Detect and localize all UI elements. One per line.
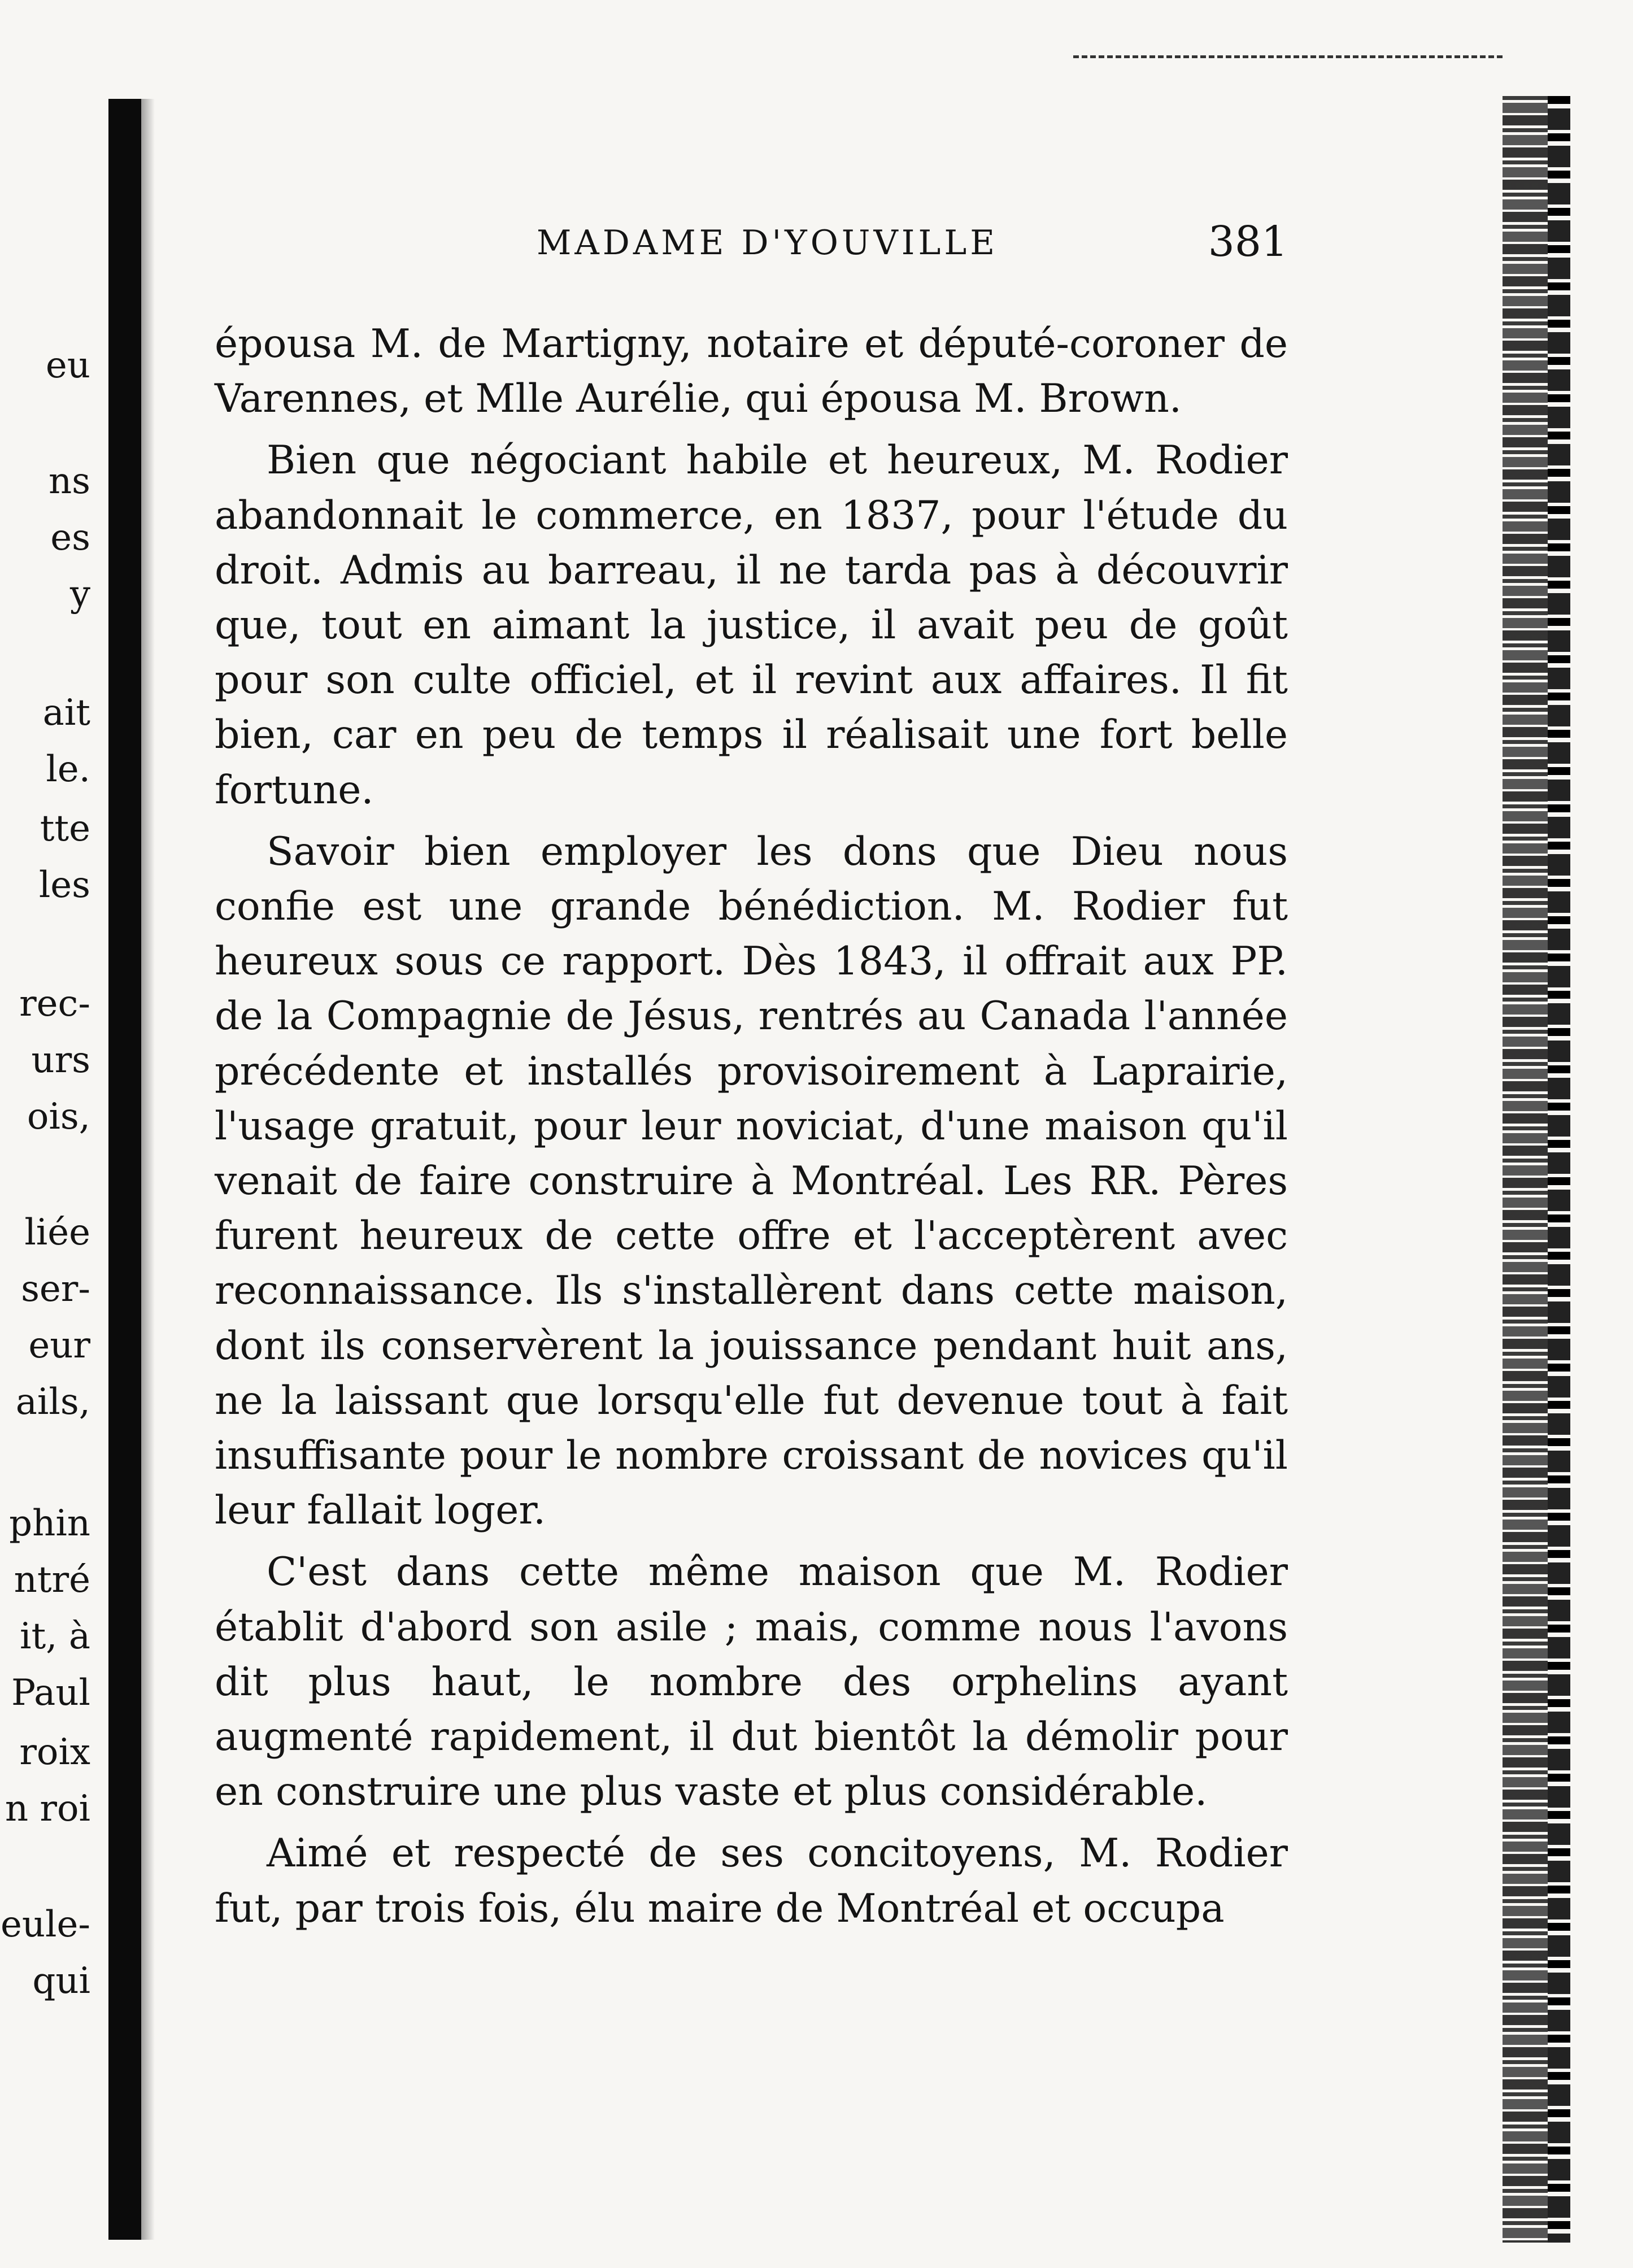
fragment-line: phin bbox=[9, 1503, 90, 1544]
fragment-line: urs bbox=[31, 1039, 90, 1081]
page-edge-noise-dark bbox=[1548, 96, 1570, 2243]
scan-edge-mark bbox=[1073, 55, 1503, 58]
fragment-line: n roi bbox=[5, 1788, 90, 1830]
binding-shadow bbox=[141, 99, 155, 2240]
fragment-line: ns bbox=[48, 460, 90, 502]
fragment-line: tte bbox=[40, 808, 90, 850]
fragment-line: le. bbox=[46, 748, 90, 790]
page-number: 381 bbox=[1208, 217, 1288, 266]
fragment-line: ser- bbox=[21, 1268, 90, 1310]
fragment-line: es bbox=[50, 517, 90, 559]
fragment-line: liée bbox=[24, 1212, 90, 1253]
paragraph-continuation: épousa M. de Martigny, notaire et député-coroner de Varennes, et Mlle Aurélie, qui épousa M. Brown. bbox=[215, 321, 1288, 422]
fragment-line: it, à bbox=[19, 1616, 90, 1657]
fragment-line: les bbox=[38, 864, 90, 906]
fragment-line: roix bbox=[19, 1731, 90, 1773]
paragraph: C'est dans cette même maison que M. Rodier établit d'abord son asile ; mais, comme nous l'avons dit plus haut, le nombre des orphelins ayant augmenté rapidement, il dut bientôt la démolir pour en construire une plus vaste et plus considérable. bbox=[215, 1549, 1288, 1815]
fragment-line: Paul bbox=[11, 1672, 90, 1714]
fragment-line: eule- bbox=[0, 1904, 90, 1945]
fragment-line: ails, bbox=[15, 1381, 90, 1423]
paragraph: Bien que négociant habile et heureux, M. Rodier abandonnait le commerce, en 1837, pour l'étude du droit. Admis au barreau, il ne tarda pas à découvrir que, tout en aimant la justice, il avait peu de goût pour son culte officiel, et il revint aux affaires. Il fit bien, car en peu de temps il réalisait une fort belle fortune. bbox=[215, 437, 1288, 813]
running-header bbox=[215, 217, 1288, 280]
running-title: MADAME D'YOUVILLE bbox=[537, 223, 998, 263]
fragment-line: y bbox=[69, 573, 90, 615]
fragment-line: ait bbox=[42, 692, 90, 734]
paragraph: Aimé et respecté de ses concitoyens, M. Rodier fut, par trois fois, élu maire de Montréal et occupa bbox=[215, 1830, 1288, 1931]
fragment-line: eur bbox=[28, 1325, 90, 1366]
fragment-line: ntré bbox=[14, 1559, 90, 1601]
binding-gutter bbox=[108, 99, 141, 2240]
body-text bbox=[215, 316, 1288, 1936]
fragment-line: rec- bbox=[19, 983, 90, 1025]
fragment-line: ois, bbox=[27, 1096, 90, 1138]
fragment-line: eu bbox=[45, 345, 90, 386]
fragment-line: qui bbox=[32, 1960, 90, 2002]
facing-page-fragments bbox=[0, 0, 107, 2268]
paragraph: Savoir bien employer les dons que Dieu nous confie est une grande bénédiction. M. Rodier fut heureux sous ce rapport. Dès 1843, il offrait aux PP. de la Compagnie de Jésus, rentrés au Canada l'année précédente et installés provisoirement à Laprairie, l'usage gratuit, pour leur noviciat, d'une maison qu'il venait de faire construire à Montréal. Les RR. Pères furent heureux de cette offre et l'acceptèrent avec reconnaissance. Ils s'installèrent dans cette maison, dont ils conservèrent la jouissance pendant huit ans, ne la laissant que lorsqu'elle fut devenue tout à fait insuffisante pour le nombre croissant de novices qu'il leur fallait loger. bbox=[215, 828, 1288, 1534]
